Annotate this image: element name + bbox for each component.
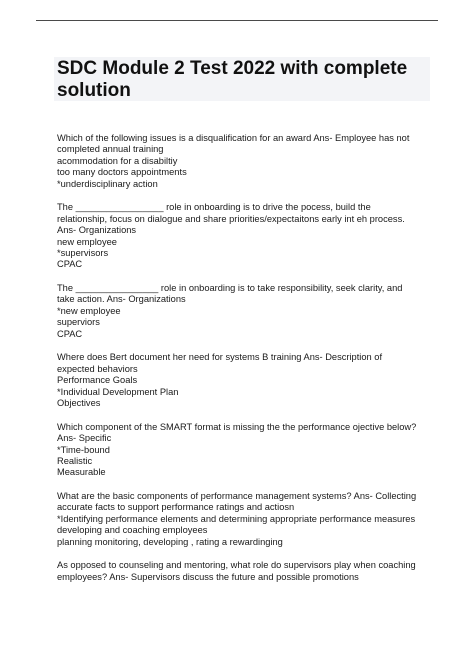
question-block (57, 560, 437, 583)
answer-option: Measurable (57, 467, 106, 478)
question-line: What are the basic components of performance management systems? Ans- Collecting (57, 491, 417, 502)
title-line: SDC Module 2 Test 2022 with complete (57, 58, 408, 79)
question-block (57, 352, 437, 409)
document-body (57, 133, 437, 595)
answer-option: *underdisciplinary action (57, 178, 158, 189)
question-block (57, 283, 437, 340)
answer-option: new employee (57, 236, 117, 247)
answer-option: *Individual Development Plan (57, 386, 179, 397)
answer-option: too many doctors appointments (57, 167, 187, 178)
question-line: The _________________ role in onboarding is to drive the pocess, build the (57, 202, 371, 213)
question-line: Which of the following issues is a disqualification for an award Ans- Employee has not (57, 133, 410, 143)
document-title (57, 58, 429, 102)
answer-option: *new employee (57, 305, 121, 316)
answer-option: *Time-bound (57, 444, 110, 455)
title-line: solution (57, 80, 131, 101)
question-block (57, 491, 437, 548)
answer-option: *Identifying performance elements and determining appropriate performance measures (57, 513, 416, 524)
question-line: The ________________ role in onboarding is to take responsibility, seek clarity, and (57, 283, 403, 294)
answer-option: CPAC (57, 259, 83, 270)
answer-option: Realistic (57, 455, 93, 466)
question-block (57, 133, 437, 190)
question-line: relationship, focus on dialogue and share priorities/expectaitons early int eh process. (57, 213, 405, 224)
answer-option: planning monitoring, developing , rating a rewardinging (57, 536, 283, 547)
answer-option: *supervisors (57, 247, 109, 258)
answer-option: acommodation for a disabiltiy (57, 155, 178, 166)
answer-option: Ans- Organizations (57, 225, 137, 236)
answer-option: superviors (57, 317, 100, 328)
question-line: Which component of the SMART format is missing the the performance ojective below? (57, 421, 417, 432)
question-line: Where does Bert document her need for systems B training Ans- Description of (57, 352, 383, 363)
question-block (57, 202, 437, 270)
question-line: As opposed to counseling and mentoring, what role do supervisors play when coaching (57, 560, 416, 571)
question-line: take action. Ans- Organizations (57, 294, 186, 305)
question-line: completed annual training (57, 144, 164, 155)
header-divider (36, 20, 438, 21)
question-line: expected behaviors (57, 363, 138, 374)
question-line: accurate facts to support performance ratings and actiosn (57, 502, 295, 513)
answer-option: Performance Goals (57, 375, 138, 386)
question-line: employees? Ans- Supervisors discuss the future and possible promotions (57, 571, 359, 582)
question-block (57, 422, 437, 479)
answer-option: CPAC (57, 328, 83, 339)
answer-option: developing and coaching employees (57, 525, 208, 536)
answer-option: Ans- Specific (57, 433, 112, 444)
answer-option: Objectives (57, 398, 101, 409)
